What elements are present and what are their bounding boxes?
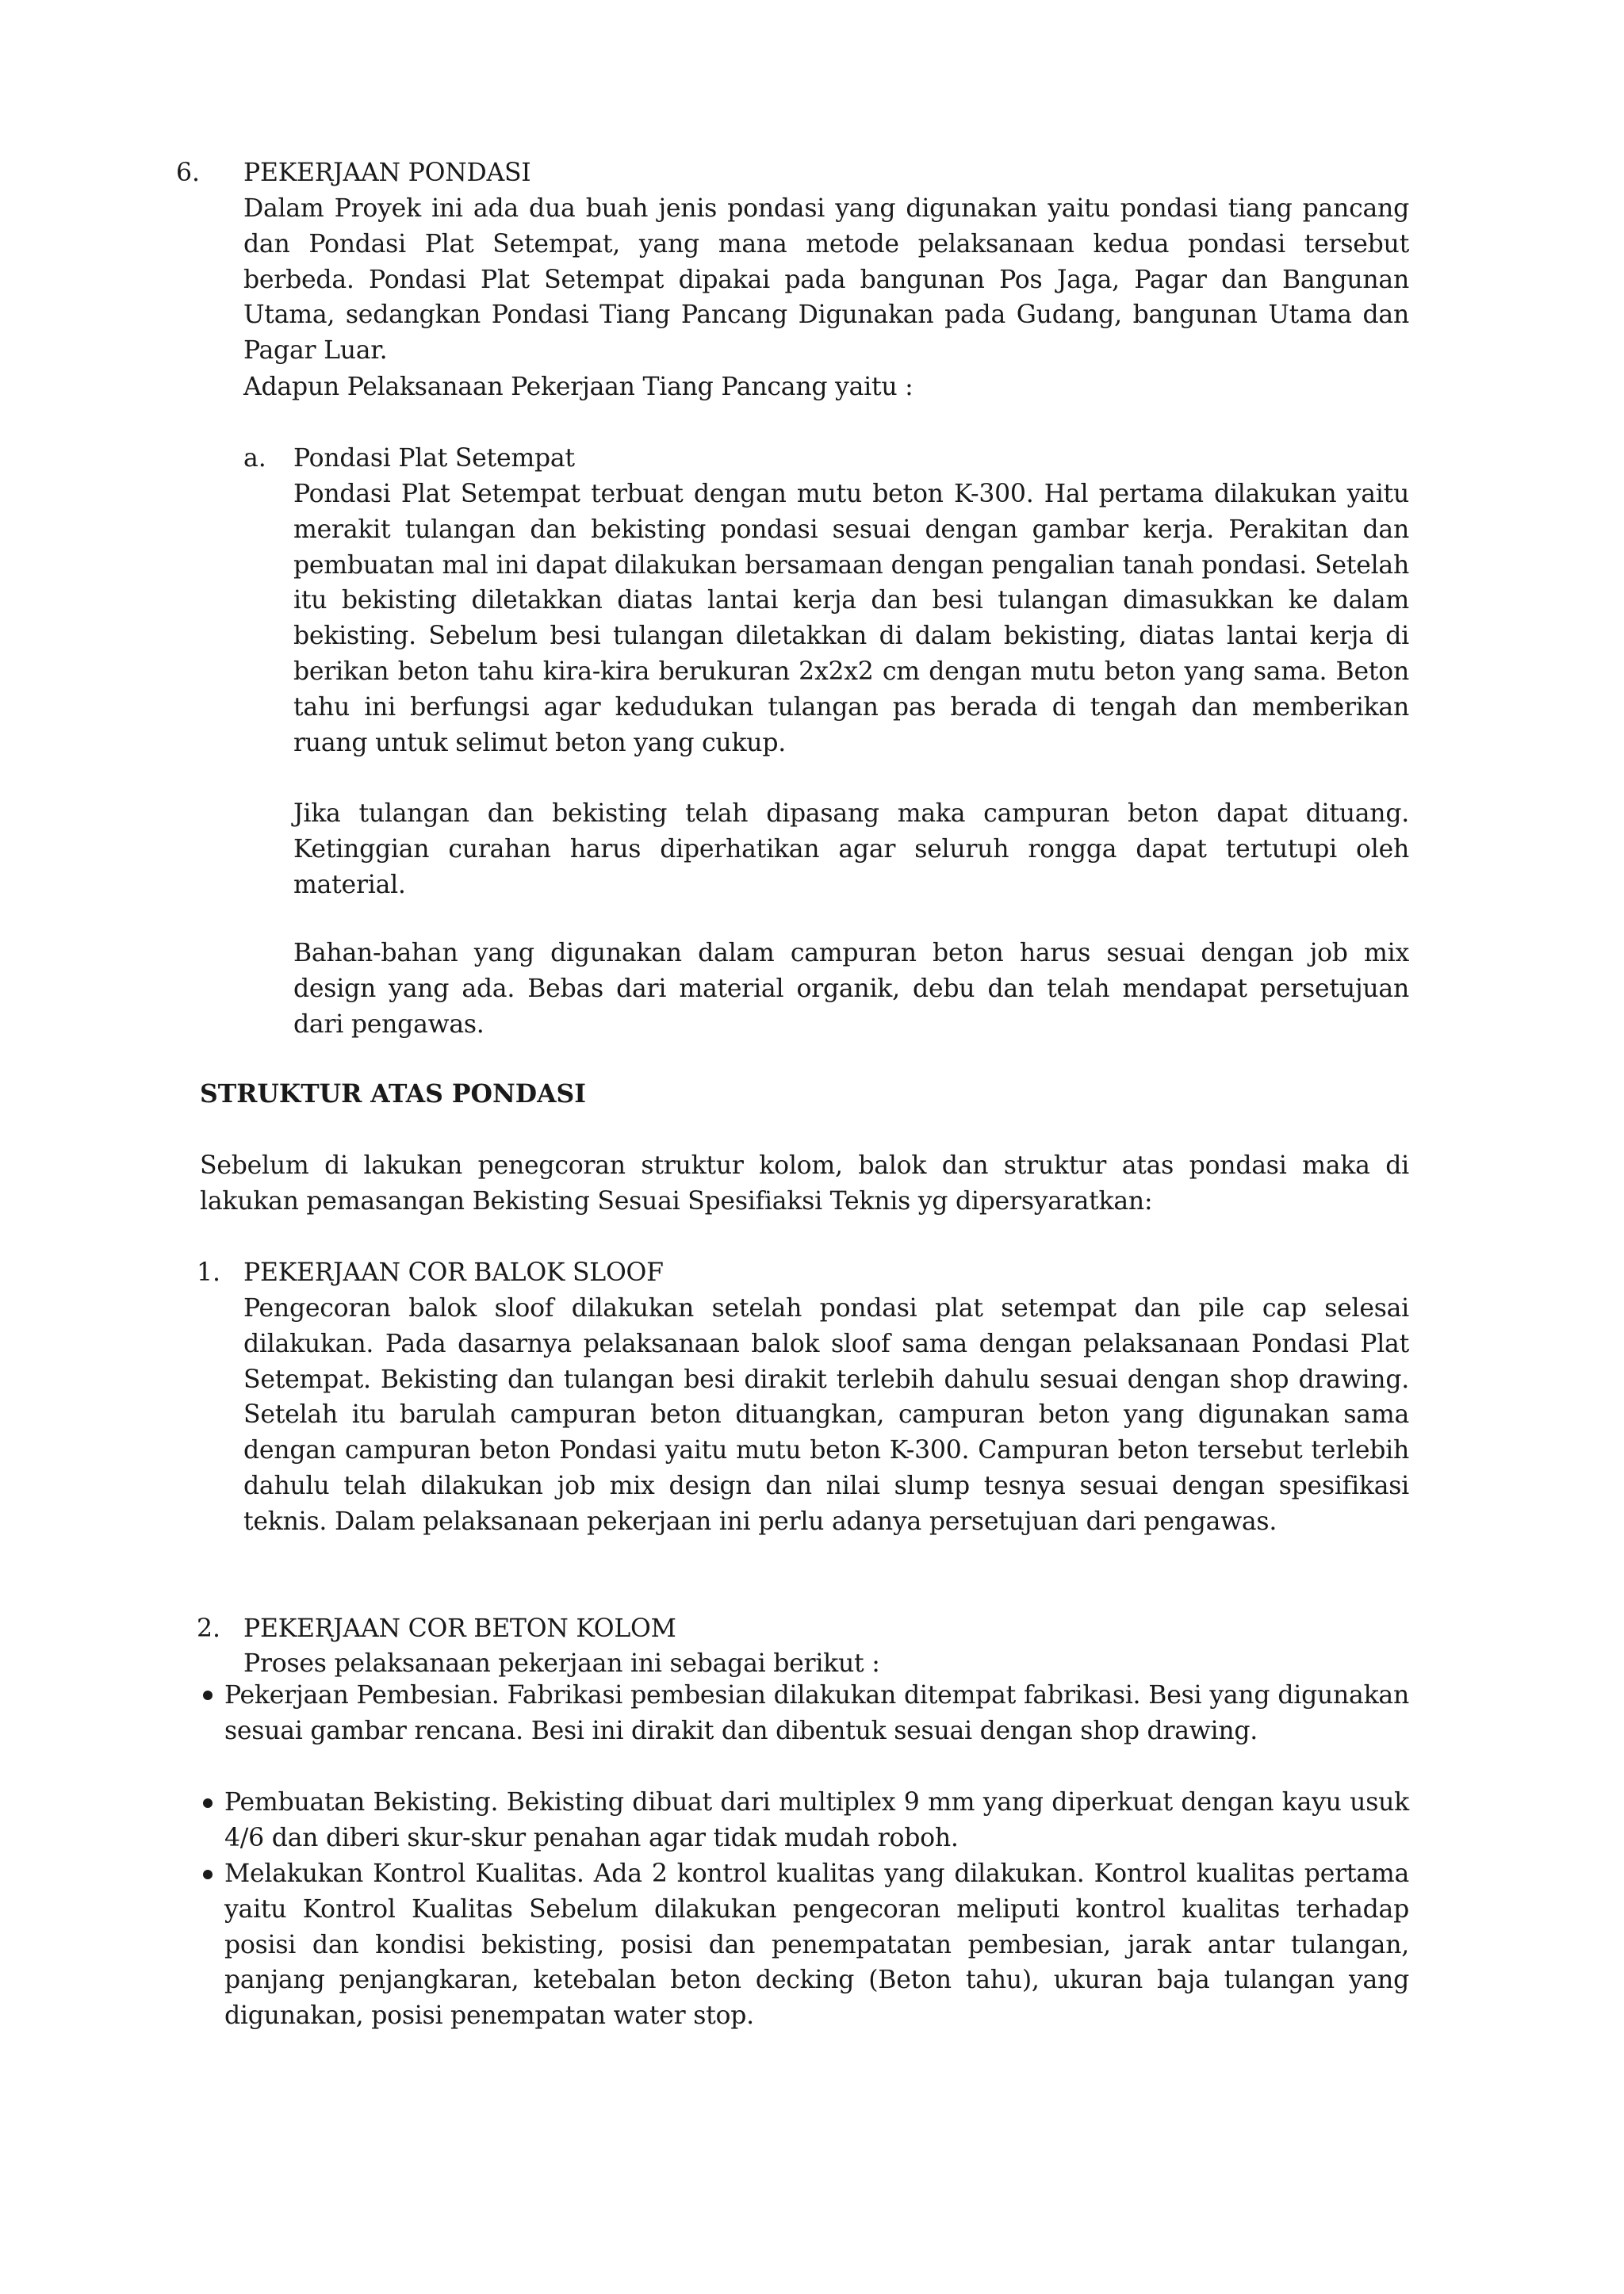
section-paragraph: Sebelum di lakukan penegcoran struktur kolom, balok dan struktur atas pondasi maka di lakukan pemasangan Bekisting Sesuai Spesifiaksi Teknis yg dipersyaratkan: xyxy=(200,1151,1409,1216)
bullet-icon xyxy=(203,1691,213,1700)
subsection-paragraph: Jika tulangan dan bekisting telah dipasang maka campuran beton dapat dituang. Ketinggian curahan harus diperhatikan agar seluruh rongga dapat tertutupi oleh material. xyxy=(293,799,1409,899)
list-item: Pembuatan Bekisting. Bekisting dibuat dari multiplex 9 mm yang diperkuat dengan kayu usuk 4/6 dan diberi skur-skur penahan agar tidak mudah roboh. xyxy=(224,1788,1409,1852)
list-item: Pekerjaan Pembesian. Fabrikasi pembesian dilakukan ditempat fabrikasi. Besi yang digunakan sesuai gambar rencana. Besi ini dirakit dan dibentuk sesuai dengan shop drawing. xyxy=(224,1681,1409,1745)
list-item-paragraph: Pengecoran balok sloof dilakukan setelah pondasi plat setempat dan pile cap selesai dilakukan. Pada dasarnya pelaksanaan balok sloof sama dengan pelaksanaan Pondasi Plat Setempat. Bekisting dan tulangan besi dirakit terlebih dahulu sesuai dengan shop drawing. Setelah itu barulah campuran beton dituangkan, campuran beton yang digunakan sama dengan campuran beton Pondasi yaitu mutu beton K-300. Campuran beton tersebut terlebih dahulu telah dilakukan job mix design dan nilai slump tesnya sesuai dengan spesifikasi teknis. Dalam pelaksanaan pekerjaan ini perlu adanya persetujuan dari pengawas. xyxy=(243,1294,1409,1536)
section-title: PEKERJAAN PONDASI xyxy=(243,159,531,187)
bullet-icon xyxy=(203,1798,213,1808)
section-intro: Adapun Pelaksanaan Pekerjaan Tiang Pancang yaitu : xyxy=(243,373,914,401)
subsection-marker: a. xyxy=(243,444,266,473)
section-paragraph: Dalam Proyek ini ada dua buah jenis pondasi yang digunakan yaitu pondasi tiang pancang dan Pondasi Plat Setempat, yang mana metode pelaksanaan kedua pondasi tersebut berbeda. Pondasi Plat Setempat dipakai pada bangunan Pos Jaga, Pagar dan Bangunan Utama, sedangkan Pondasi Tiang Pancang Digunakan pada Gudang, bangunan Utama dan Pagar Luar. xyxy=(243,194,1409,366)
list-item-title: PEKERJAAN COR BETON KOLOM xyxy=(243,1614,676,1643)
section-number: 6. xyxy=(176,159,201,187)
section-heading: STRUKTUR ATAS PONDASI xyxy=(200,1079,587,1109)
list-item-intro: Proses pelaksanaan pekerjaan ini sebagai berikut : xyxy=(243,1649,880,1678)
bullet-icon xyxy=(203,1870,213,1879)
list-item: Melakukan Kontrol Kualitas. Ada 2 kontrol kualitas yang dilakukan. Kontrol kualitas pertama yaitu Kontrol Kualitas Sebelum dilakukan pengecoran meliputi kontrol kualitas terhadap posisi dan kondisi bekisting, posisi dan penempatatan pembesian, jarak antar tulangan, panjang penjangkaran, ketebalan beton decking (Beton tahu), ukuran baja tulangan yang digunakan, posisi penempatan water stop. xyxy=(224,1859,1409,2031)
subsection-paragraph: Bahan-bahan yang digunakan dalam campuran beton harus sesuai dengan job mix design yang ada. Bebas dari material organik, debu dan telah mendapat persetujuan dari pengawas. xyxy=(293,939,1409,1039)
list-number: 2. xyxy=(197,1614,221,1643)
list-number: 1. xyxy=(197,1258,221,1287)
subsection-title: Pondasi Plat Setempat xyxy=(293,444,575,473)
list-item-title: PEKERJAAN COR BALOK SLOOF xyxy=(243,1258,664,1287)
subsection-paragraph: Pondasi Plat Setempat terbuat dengan mutu beton K-300. Hal pertama dilakukan yaitu merakit tulangan dan bekisting pondasi sesuai dengan gambar kerja. Perakitan dan pembuatan mal ini dapat dilakukan bersamaan dengan pengalian tanah pondasi. Setelah itu bekisting diletakkan diatas lantai kerja dan besi tulangan dimasukkan ke dalam bekisting. Sebelum besi tulangan diletakkan di dalam bekisting, diatas lantai kerja di berikan beton tahu kira-kira berukuran 2x2x2 cm dengan mutu beton yang sama. Beton tahu ini berfungsi agar kedudukan tulangan pas berada di tengah dan memberikan ruang untuk selimut beton yang cukup. xyxy=(293,480,1409,757)
